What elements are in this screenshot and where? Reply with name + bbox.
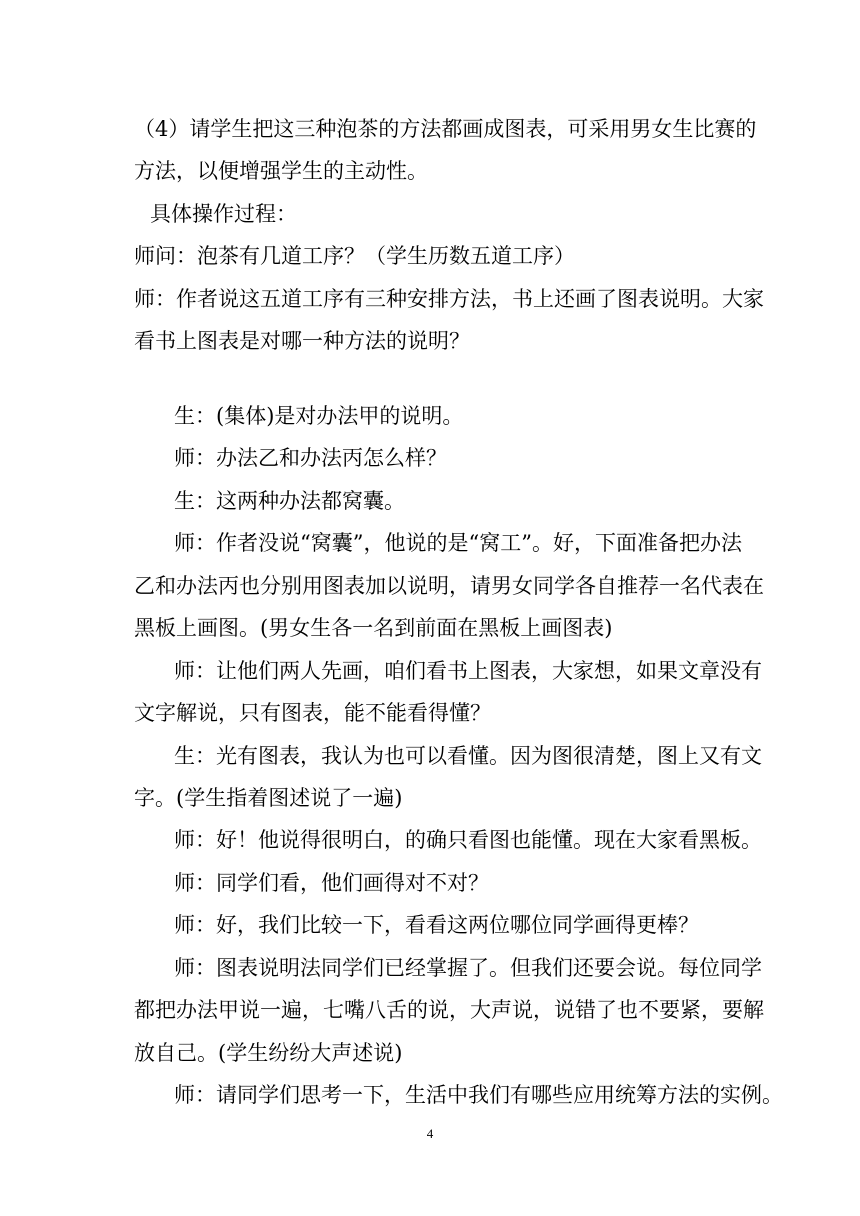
text-line: 师：图表说明法同学们已经掌握了。但我们还要会说。每位同学 [174,956,762,980]
text-line: 乙和办法丙也分别用图表加以说明，请男女同学各自推荐一名代表在 [134,574,764,598]
text-line: 师问：泡茶有几道工序？（学生历数五道工序） [134,244,575,268]
text-line: 方法，以便增强学生的主动性。 [134,159,428,183]
text-line: 具体操作过程： [150,202,297,226]
text-line: 黑板上画图。(男女生各一名到前面在黑板上画图表) [134,616,613,640]
text-line: 师：让他们两人先画，咱们看书上图表，大家想，如果文章没有 [174,659,762,683]
text-line: 师：同学们看，他们画得对不对？ [174,871,489,895]
text-line: 放自己。(学生纷纷大声述说) [134,1041,403,1065]
text-line: 师：作者说这五道工序有三种安排方法，书上还画了图表说明。大家 [134,287,764,311]
text-line: 生：(集体)是对办法甲的说明。 [174,404,464,428]
text-line: 师：好！他说得很明白，的确只看图也能懂。现在大家看黑板。 [174,828,762,852]
text-line: 师：好，我们比较一下，看看这两位哪位同学画得更棒？ [174,913,699,937]
text-line: （4）请学生把这三种泡茶的方法都画成图表，可采用男女生比赛的 [134,117,757,141]
text-line: 都把办法甲说一遍，七嘴八舌的说，大声说，说错了也不要紧，要解 [134,998,764,1022]
text-line: 看书上图表是对哪一种方法的说明？ [134,329,470,353]
text-line: 生：这两种办法都窝囊。 [174,489,405,513]
text-line: 文字解说，只有图表，能不能看得懂？ [134,701,491,725]
page-number: 4 [426,1126,434,1141]
text-line: 字。(学生指着图述说了一遍) [134,786,403,810]
text-line: 生：光有图表，我认为也可以看懂。因为图很清楚，图上又有文 [174,744,762,768]
text-line: 师：请同学们思考一下，生活中我们有哪些应用统筹方法的实例。 [174,1083,783,1107]
text-line: 师：作者没说“窝囊”，他说的是“窝工”。好，下面准备把办法 [174,531,742,555]
text-line: 师：办法乙和办法丙怎么样？ [174,446,447,470]
